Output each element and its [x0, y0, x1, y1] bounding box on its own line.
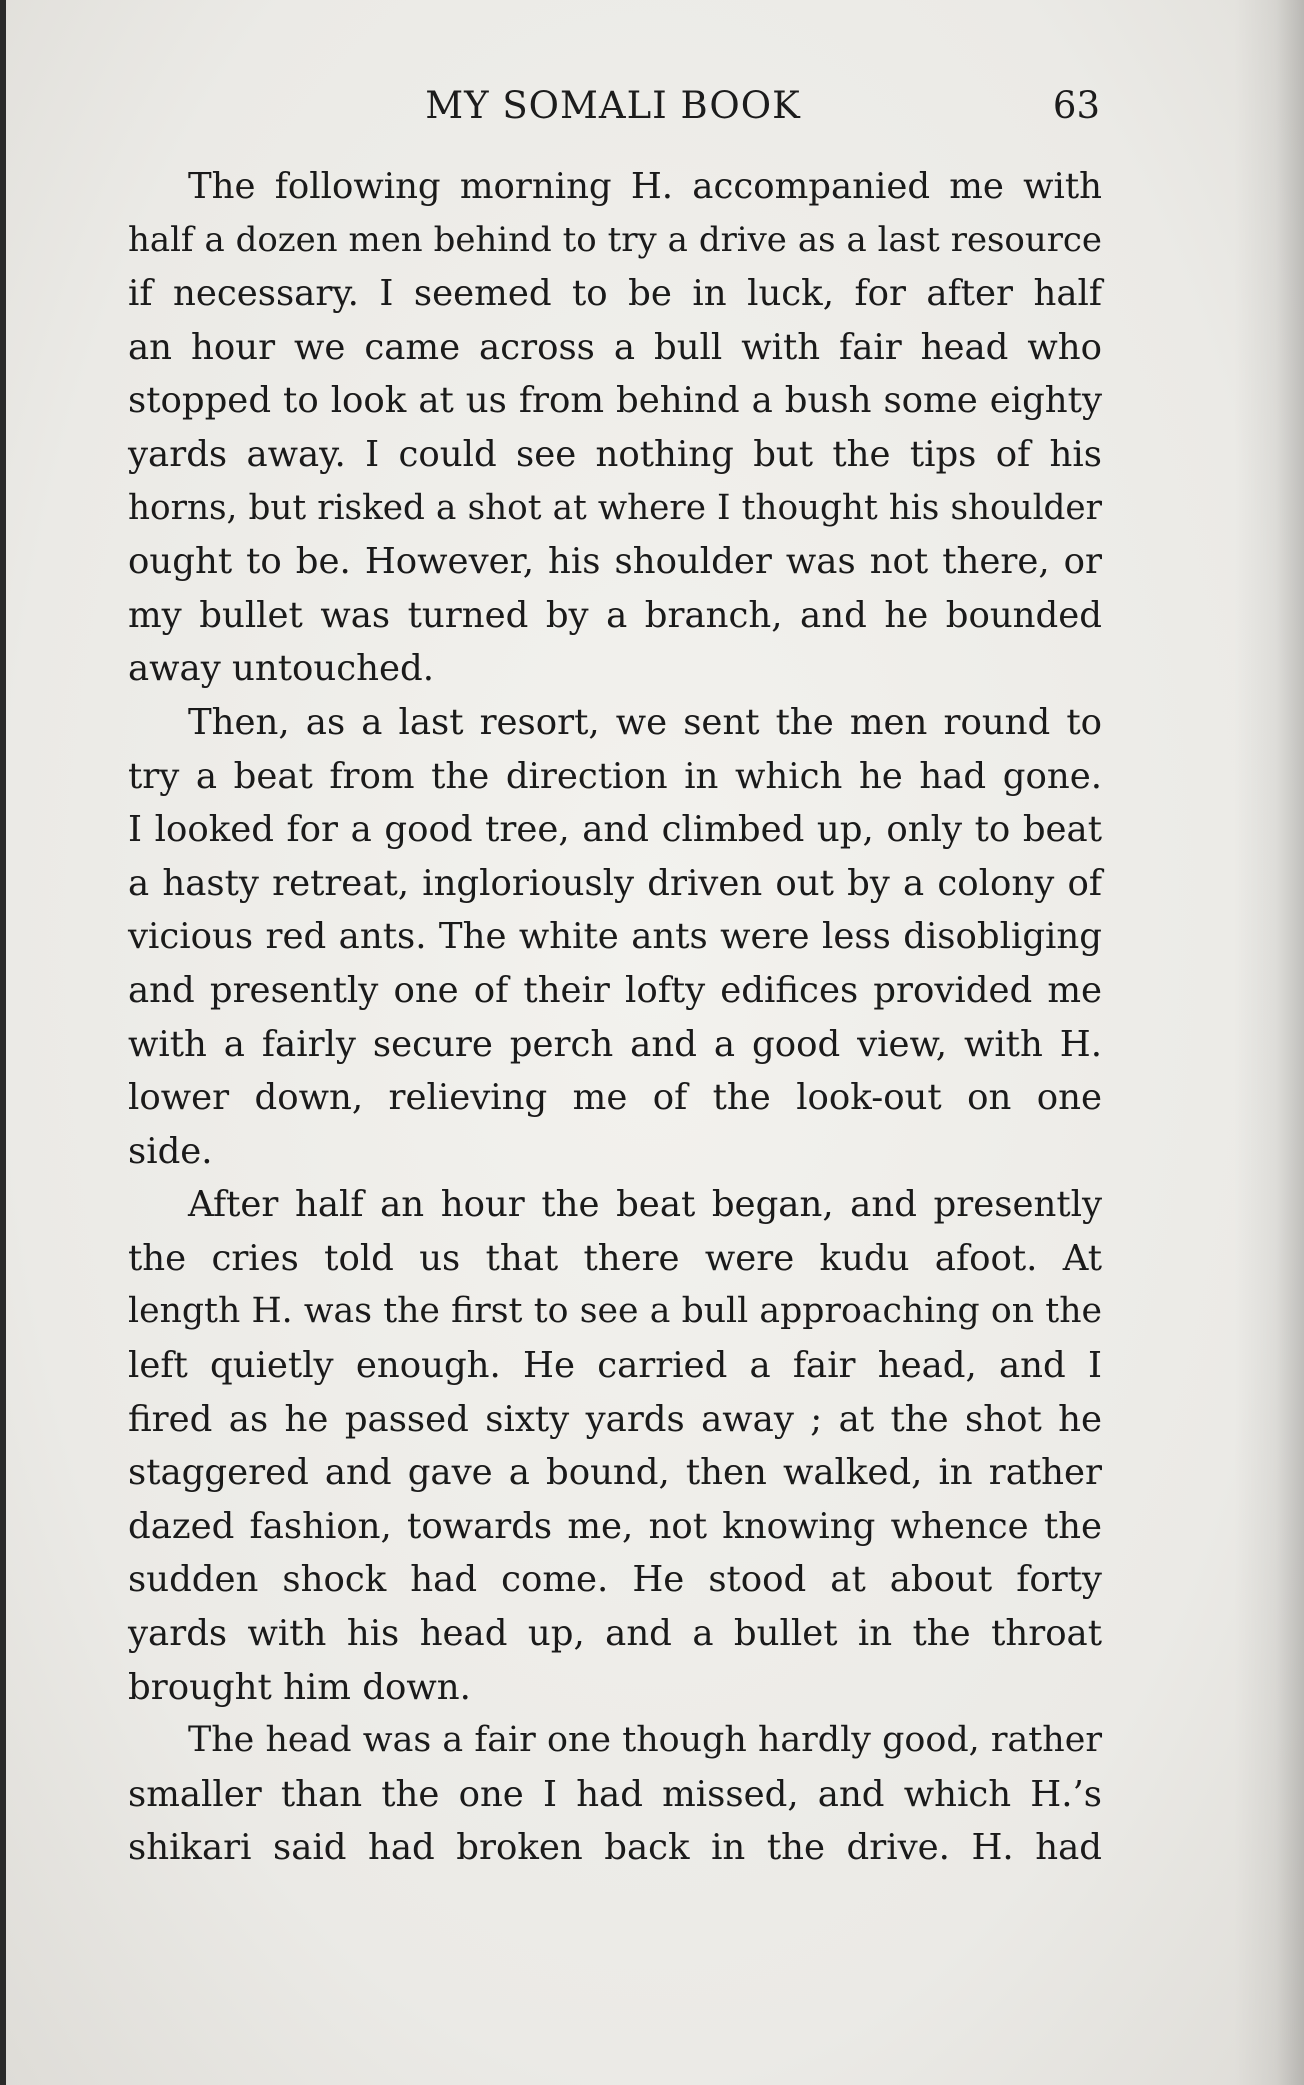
text-line: the cries told us that there were kudu afoot. At: [128, 1237, 1102, 1279]
text-line: horns, but risked a shot at where I thought his shoulder: [128, 487, 1102, 528]
text-line: After half an hour the beat began, and presently: [188, 1184, 1102, 1226]
text-line: and presently one of their lofty edifices provided me: [128, 969, 1102, 1011]
paragraph-3: [128, 1178, 1102, 1714]
text-line: shikari said had broken back in the drive. H. had: [128, 1827, 1102, 1869]
text-line: I looked for a good tree, and climbed up, only to beat: [128, 809, 1102, 851]
text-line: an hour we came across a bull with fair head who: [128, 326, 1102, 368]
text-line: lower down, relieving me of the look-out on one: [128, 1077, 1102, 1119]
text-line: ought to be. However, his shoulder was not there, or: [128, 541, 1102, 583]
paragraph-2: [128, 696, 1102, 1178]
text-line: my bullet was turned by a branch, and he bounded: [128, 594, 1102, 636]
text-line: try a beat from the direction in which he had gone.: [128, 755, 1102, 797]
text-line: The following morning H. accompanied me with: [188, 166, 1102, 207]
page-number: 63: [1052, 84, 1100, 127]
text-line: stopped to look at us from behind a bush some eighty: [128, 380, 1102, 422]
text-line: side.: [128, 1130, 213, 1172]
text-line: dazed fashion, towards me, not knowing whence the: [128, 1505, 1102, 1547]
body-text: [128, 160, 1102, 1875]
paragraph-4: [128, 1714, 1102, 1875]
text-line: a hasty retreat, ingloriously driven out by a colony of: [128, 862, 1102, 904]
text-line: staggered and gave a bound, then walked, in rather: [128, 1452, 1102, 1494]
text-line: smaller than the one I had missed, and which H.’s: [128, 1773, 1102, 1815]
text-line: yards with his head up, and a bullet in the throat: [128, 1613, 1102, 1655]
running-head: [126, 78, 1100, 138]
paragraph-1: [128, 160, 1102, 696]
text-line: left quietly enough. He carried a fair head, and I: [128, 1345, 1102, 1387]
text-line: brought him down.: [128, 1666, 471, 1708]
text-line: half a dozen men behind to try a drive as a last resource: [128, 220, 1102, 260]
page-left-edge: [0, 0, 6, 2085]
text-line: Then, as a last resort, we sent the men round to: [188, 701, 1102, 743]
text-line: length H. was the first to see a bull approaching on the: [128, 1291, 1102, 1332]
text-line: yards away. I could see nothing but the tips of his: [128, 433, 1102, 475]
text-line: The head was a fair one though hardly good, rather: [188, 1720, 1102, 1761]
spine-shadow: [1234, 0, 1304, 2085]
text-line: sudden shock had come. He stood at about forty: [128, 1559, 1102, 1601]
text-line: if necessary. I seemed to be in luck, for after half: [128, 273, 1102, 315]
text-line: vicious red ants. The white ants were less disobliging: [128, 916, 1102, 958]
text-line: away untouched.: [128, 648, 435, 690]
text-line: fired as he passed sixty yards away ; at the shot he: [128, 1398, 1102, 1440]
text-line: with a fairly secure perch and a good view, with H.: [128, 1023, 1102, 1065]
running-title: MY SOMALI BOOK: [425, 84, 801, 127]
